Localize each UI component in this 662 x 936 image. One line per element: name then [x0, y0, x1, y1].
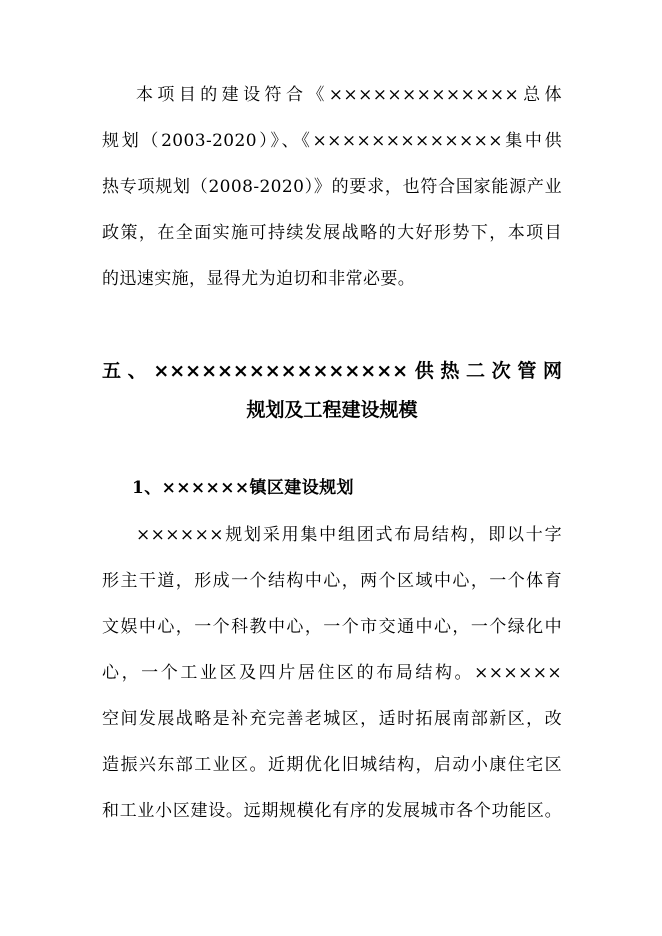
paragraph-line: 本项目的建设符合《×××××××××××××总体	[136, 85, 562, 105]
paragraph-line: 政策，在全面实施可持续发展战略的大好形势下，本项目	[102, 223, 562, 243]
paragraph-line: 和工业小区建设。远期规模化有序的发展城市各个功能区。	[102, 801, 562, 821]
section-heading-line1: 五、××××××××××××××××供热二次管网	[102, 360, 562, 382]
paragraph-line: 空间发展战略是补充完善老城区，适时拓展南部新区，改	[102, 709, 562, 729]
paragraph-line: 的迅速实施，显得尤为迫切和非常必要。	[102, 269, 416, 289]
paragraph-line: 规划（2003-2020）》、《×××××××××××××集中供	[102, 131, 562, 151]
paragraph-line: 造振兴东部工业区。近期优化旧城结构，启动小康住宅区	[102, 755, 562, 775]
paragraph-line: 心，一个工业区及四片居住区的布局结构。××××××	[102, 663, 562, 683]
paragraph-line: 形主干道，形成一个结构中心，两个区域中心，一个体育	[102, 571, 562, 591]
paragraph-line: 热专项规划（2008-2020）》的要求，也符合国家能源产业	[102, 177, 562, 197]
subsection-heading: 1、××××××镇区建设规划	[132, 478, 354, 498]
paragraph-line: ××××××规划采用集中组团式布局结构，即以十字	[136, 525, 562, 545]
paragraph-line: 文娱中心，一个科教中心，一个市交通中心，一个绿化中	[102, 617, 562, 637]
section-heading-line2: 规划及工程建设规模	[246, 399, 418, 421]
